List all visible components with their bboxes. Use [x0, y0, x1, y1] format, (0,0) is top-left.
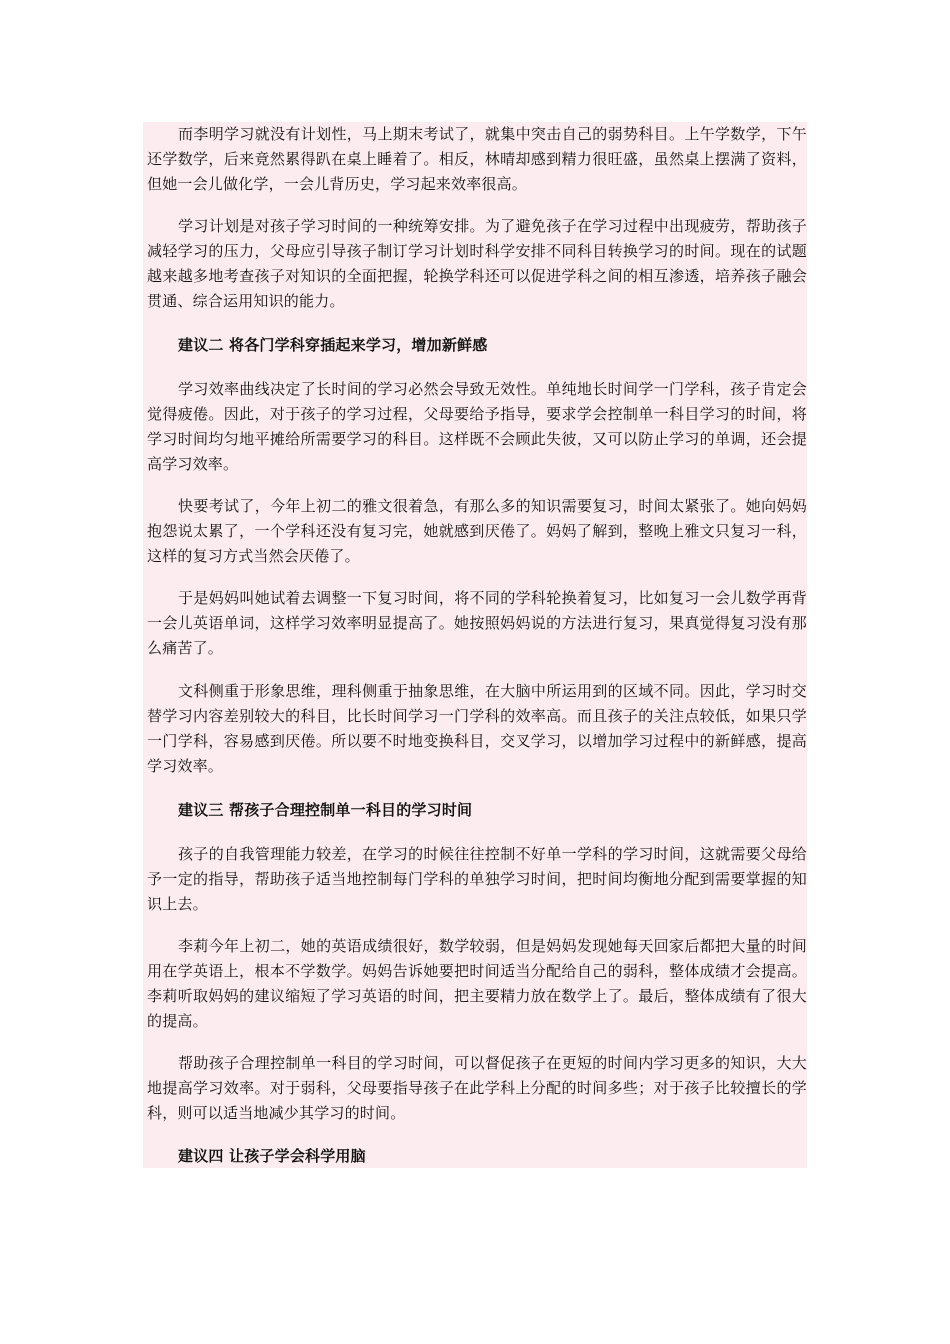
heading-suggestion-three: 建议三 帮孩子合理控制单一科目的学习时间 [178, 801, 473, 819]
heading-suggestion-two: 建议二 将各门学科穿插起来学习，增加新鲜感 [178, 336, 488, 354]
paragraph-control-time: 帮助孩子合理控制单一科目的学习时间，可以督促孩子在更短的时间内学习更多的知识，大大地提高学习效率。对于弱科，父母要指导孩子在此学科上分配的时间多些；对于孩子比较擅长的学科，则可以适当地减少其学习的时间。 [147, 1054, 807, 1122]
paragraph-liming: 而李明学习就没有计划性，马上期末考试了，就集中突击自己的弱势科目。上午学数学，下午还学数学，后来竟然累得趴在桌上睡着了。相反，林晴却感到精力很旺盛，虽然桌上摆满了资料，但她一会儿做化学，一会儿背历史，学习起来效率很高。 [147, 125, 807, 193]
paragraph-efficiency-curve: 学习效率曲线决定了长时间的学习必然会导致无效性。单纯地长时间学一门学科，孩子肯定会觉得疲倦。因此，对于孩子的学习过程，父母要给予指导，要求学会控制单一科目学习的时间，将学习时间均匀地平摊给所需要学习的科目。这样既不会顾此失彼，又可以防止学习的单调，还会提高学习效率。 [147, 380, 807, 473]
paragraph-lili: 李莉今年上初二，她的英语成绩很好，数学较弱，但是妈妈发现她每天回家后都把大量的时间用在学英语上，根本不学数学。妈妈告诉她要把时间适当分配给自己的弱科，整体成绩才会提高。李莉听取妈妈的建议缩短了学习英语的时间，把主要精力放在数学上了。最后，整体成绩有了很大的提高。 [147, 937, 807, 1030]
heading-suggestion-four: 建议四 让孩子学会科学用脑 [178, 1147, 366, 1165]
paragraph-study-plan: 学习计划是对孩子学习时间的一种统筹安排。为了避免孩子在学习过程中出现疲劳，帮助孩子减轻学习的压力，父母应引导孩子制订学习计划时科学安排不同科目转换学习的时间。现在的试题越来越多地考查孩子对知识的全面把握，轮换学科还可以促进学科之间的相互渗透，培养孩子融会贯通、综合运用知识的能力。 [147, 217, 807, 310]
paragraph-self-management: 孩子的自我管理能力较差，在学习的时候往往控制不好单一学科的学习时间，这就需要父母给予一定的指导，帮助孩子适当地控制每门学科的单独学习时间，把时间均衡地分配到需要掌握的知识上去。 [147, 845, 807, 913]
article-body [143, 122, 807, 1168]
paragraph-arts-science: 文科侧重于形象思维，理科侧重于抽象思维，在大脑中所运用到的区域不同。因此，学习时交替学习内容差别较大的科目，比长时间学习一门学科的效率高。而且孩子的关注点较低，如果只学一门学科，容易感到厌倦。所以要不时地变换科目，交叉学习，以增加学习过程中的新鲜感，提高学习效率。 [147, 682, 807, 775]
paragraph-yawen: 快要考试了，今年上初二的雅文很着急，有那么多的知识需要复习，时间太紧张了。她向妈妈抱怨说太累了，一个学科还没有复习完，她就感到厌倦了。妈妈了解到，整晚上雅文只复习一科，这样的复习方式当然会厌倦了。 [147, 497, 807, 565]
paragraph-mother-advice: 于是妈妈叫她试着去调整一下复习时间，将不同的学科轮换着复习，比如复习一会儿数学再背一会儿英语单词，这样学习效率明显提高了。她按照妈妈说的方法进行复习，果真觉得复习没有那么痛苦了。 [147, 589, 807, 657]
